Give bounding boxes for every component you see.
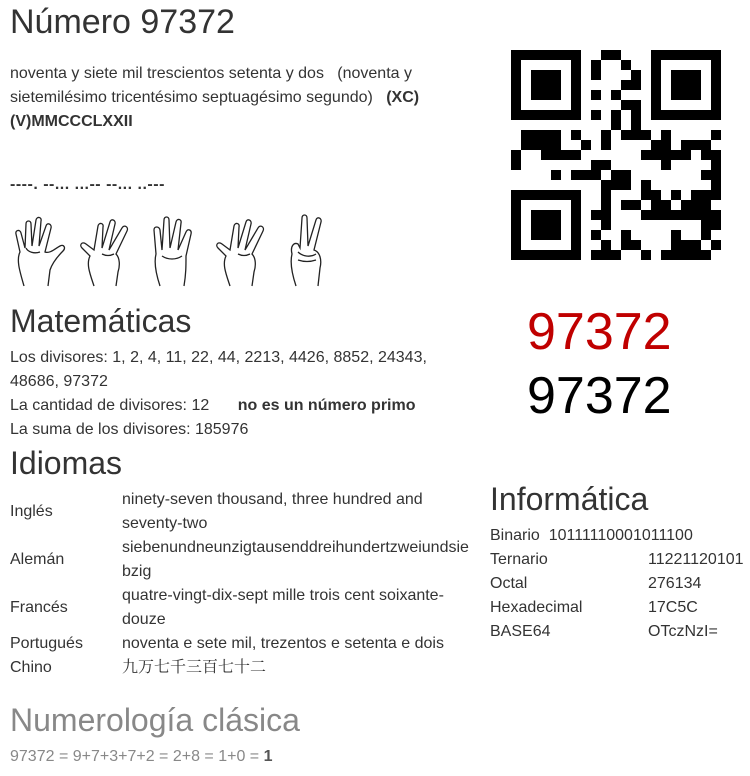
qr-module — [651, 50, 661, 60]
qr-module — [651, 100, 661, 110]
qr-module — [541, 210, 551, 220]
qr-module — [541, 70, 551, 80]
qr-module — [511, 220, 521, 230]
qr-module — [681, 50, 691, 60]
table-row — [490, 572, 744, 596]
qr-module — [701, 210, 711, 220]
qr-module — [531, 130, 541, 140]
qr-module — [651, 70, 661, 80]
table-row — [490, 620, 744, 644]
qr-module — [631, 130, 641, 140]
qr-module — [551, 210, 561, 220]
qr-module — [681, 70, 691, 80]
qr-module — [701, 230, 711, 240]
language-text: quatre-vingt-dix-sept mille trois cent soixante-douze — [122, 587, 444, 628]
qr-module — [591, 60, 601, 70]
qr-module — [631, 200, 641, 210]
qr-module — [661, 160, 671, 170]
qr-module — [711, 90, 721, 100]
qr-module — [531, 70, 541, 80]
table-row — [10, 656, 477, 680]
qr-module — [511, 200, 521, 210]
binary-value: 10111110001011100 — [548, 527, 693, 544]
qr-module — [661, 150, 671, 160]
qr-module — [541, 130, 551, 140]
qr-module — [661, 50, 671, 60]
qr-module — [691, 90, 701, 100]
qr-module — [571, 90, 581, 100]
qr-module — [661, 140, 671, 150]
qr-module — [601, 210, 611, 220]
qr-code-icon — [511, 50, 721, 260]
qr-module — [511, 70, 521, 80]
qr-module — [571, 60, 581, 70]
qr-module — [551, 90, 561, 100]
qr-module — [641, 210, 651, 220]
qr-module — [511, 150, 521, 160]
qr-module — [531, 50, 541, 60]
qr-module — [561, 250, 571, 260]
qr-module — [571, 70, 581, 80]
qr-module — [541, 190, 551, 200]
qr-module — [671, 190, 681, 200]
hand-sign-2-icon — [282, 212, 340, 290]
qr-module — [711, 150, 721, 160]
qr-module — [571, 110, 581, 120]
qr-module — [631, 110, 641, 120]
qr-module — [551, 80, 561, 90]
qr-module — [711, 220, 721, 230]
qr-module — [691, 70, 701, 80]
qr-module — [671, 210, 681, 220]
qr-module — [541, 80, 551, 90]
qr-module — [541, 140, 551, 150]
languages-table — [10, 488, 477, 680]
qr-module — [671, 250, 681, 260]
qr-module — [591, 230, 601, 240]
qr-module — [591, 90, 601, 100]
qr-module — [521, 250, 531, 260]
qr-module — [621, 60, 631, 70]
qr-module — [631, 100, 641, 110]
qr-module — [591, 110, 601, 120]
computing-section-title: Informática — [490, 481, 649, 517]
hand-sign-7-icon — [78, 212, 136, 290]
qr-module — [511, 90, 521, 100]
qr-module — [551, 110, 561, 120]
qr-module — [641, 190, 651, 200]
qr-module — [661, 250, 671, 260]
qr-module — [711, 110, 721, 120]
qr-module — [551, 170, 561, 180]
qr-module — [621, 240, 631, 250]
qr-module — [601, 130, 611, 140]
qr-module — [711, 70, 721, 80]
qr-module — [511, 100, 521, 110]
divisors-line — [10, 346, 480, 394]
qr-module — [711, 190, 721, 200]
language-name: Alemán — [10, 551, 65, 568]
qr-module — [711, 240, 721, 250]
qr-module — [671, 70, 681, 80]
qr-module — [511, 160, 521, 170]
qr-module — [551, 50, 561, 60]
ordinal-text: (noventa y sietemilésimo tricentésimo septuagésimo segundo) — [10, 65, 412, 106]
qr-module — [611, 120, 621, 130]
base-value: 11221120101 — [648, 551, 744, 568]
qr-module — [521, 110, 531, 120]
divisors-label: Los divisores: — [10, 349, 108, 366]
divisors-list: 1, 2, 4, 11, 22, 44, 2213, 4426, 8852, 24343, 48686, 97372 — [10, 349, 427, 390]
qr-module — [601, 220, 611, 230]
qr-module — [651, 200, 661, 210]
qr-module — [671, 240, 681, 250]
qr-module — [661, 110, 671, 120]
sign-language-hands — [10, 212, 340, 290]
qr-module — [711, 180, 721, 190]
numerology-section-title: Numerología clásica — [10, 702, 300, 738]
table-row — [10, 488, 477, 536]
qr-module — [701, 50, 711, 60]
qr-module — [551, 250, 561, 260]
language-text: noventa e sete mil, trezentos e setenta e dois — [122, 635, 444, 652]
qr-module — [691, 240, 701, 250]
qr-module — [651, 140, 661, 150]
qr-module — [541, 90, 551, 100]
qr-module — [531, 140, 541, 150]
qr-module — [561, 110, 571, 120]
table-row — [490, 548, 744, 572]
qr-module — [521, 140, 531, 150]
divisor-sum: 185976 — [194, 421, 249, 438]
divisor-count-label: La cantidad de divisores: — [10, 397, 187, 414]
hand-sign-9-icon — [10, 212, 68, 290]
qr-module — [711, 60, 721, 70]
qr-module — [651, 110, 661, 120]
qr-module — [661, 210, 671, 220]
qr-module — [521, 130, 531, 140]
qr-module — [681, 150, 691, 160]
languages-section-title: Idiomas — [10, 445, 123, 481]
base-value: 276134 — [648, 575, 702, 592]
binary-cell — [490, 524, 744, 548]
qr-module — [701, 170, 711, 180]
qr-module — [621, 170, 631, 180]
qr-module — [691, 80, 701, 90]
qr-module — [671, 90, 681, 100]
qr-module — [621, 200, 631, 210]
qr-module — [691, 140, 701, 150]
qr-module — [651, 190, 661, 200]
qr-module — [631, 120, 641, 130]
qr-module — [511, 190, 521, 200]
hand-sign-7b-icon — [214, 212, 272, 290]
qr-module — [611, 250, 621, 260]
base-label: Octal — [490, 575, 528, 592]
qr-module — [631, 240, 641, 250]
qr-module — [631, 70, 641, 80]
qr-module — [571, 220, 581, 230]
language-name: Portugués — [10, 635, 83, 652]
qr-module — [711, 170, 721, 180]
qr-module — [571, 50, 581, 60]
qr-module — [691, 200, 701, 210]
qr-module — [651, 150, 661, 160]
qr-module — [711, 160, 721, 170]
qr-module — [691, 50, 701, 60]
qr-module — [531, 190, 541, 200]
base-value: 17C5C — [648, 599, 698, 616]
qr-module — [621, 80, 631, 90]
qr-module — [641, 250, 651, 260]
qr-module — [551, 220, 561, 230]
qr-module — [591, 70, 601, 80]
qr-module — [601, 200, 611, 210]
base-label: BASE64 — [490, 623, 551, 640]
binary-label: Binario — [490, 527, 540, 544]
qr-module — [701, 200, 711, 210]
qr-module — [681, 90, 691, 100]
qr-module — [551, 70, 561, 80]
divisor-count-line — [10, 394, 480, 418]
qr-module — [671, 80, 681, 90]
qr-module — [581, 170, 591, 180]
qr-module — [571, 230, 581, 240]
qr-module — [571, 170, 581, 180]
qr-module — [641, 150, 651, 160]
qr-module — [571, 130, 581, 140]
language-name: Inglés — [10, 503, 53, 520]
number-words — [10, 62, 480, 134]
qr-module — [691, 110, 701, 120]
qr-module — [571, 100, 581, 110]
qr-module — [681, 240, 691, 250]
qr-module — [651, 210, 661, 220]
qr-module — [571, 190, 581, 200]
qr-module — [511, 240, 521, 250]
qr-module — [711, 100, 721, 110]
roman-numeral: (XC)(V)MMCCCLXXII — [10, 89, 420, 130]
qr-module — [621, 180, 631, 190]
base-label: Ternario — [490, 551, 548, 568]
math-section — [10, 346, 480, 442]
number-display-black: 97372 — [527, 367, 672, 425]
morse-code: ----. --... ...-- --... ..--- — [10, 176, 165, 193]
qr-module — [601, 140, 611, 150]
qr-module — [591, 250, 601, 260]
divisor-count: 12 — [191, 397, 210, 414]
qr-module — [571, 250, 581, 260]
qr-module — [511, 50, 521, 60]
qr-module — [611, 90, 621, 100]
hand-sign-3-icon — [146, 212, 204, 290]
qr-module — [511, 80, 521, 90]
qr-module — [681, 140, 691, 150]
qr-module — [531, 90, 541, 100]
qr-module — [511, 110, 521, 120]
qr-module — [591, 210, 601, 220]
table-row — [10, 632, 477, 656]
qr-module — [691, 210, 701, 220]
language-text: 九万七千三百七十二 — [122, 659, 267, 676]
qr-module — [551, 130, 561, 140]
qr-module — [621, 130, 631, 140]
qr-module — [531, 110, 541, 120]
qr-module — [571, 150, 581, 160]
qr-module — [541, 230, 551, 240]
qr-module — [661, 130, 671, 140]
qr-module — [571, 240, 581, 250]
qr-module — [561, 150, 571, 160]
qr-module — [601, 50, 611, 60]
qr-module — [611, 110, 621, 120]
base-value: OTczNzI= — [648, 623, 718, 640]
qr-module — [601, 180, 611, 190]
qr-module — [511, 250, 521, 260]
qr-module — [711, 50, 721, 60]
qr-module — [511, 210, 521, 220]
qr-module — [671, 110, 681, 120]
qr-module — [551, 230, 561, 240]
qr-module — [551, 150, 561, 160]
qr-module — [681, 250, 691, 260]
number-display-red: 97372 — [527, 303, 672, 361]
qr-module — [711, 80, 721, 90]
qr-module — [701, 110, 711, 120]
qr-module — [541, 150, 551, 160]
qr-module — [511, 60, 521, 70]
qr-module — [591, 170, 601, 180]
language-text: ninety-seven thousand, three hundred and seventy-two — [122, 491, 423, 532]
qr-module — [631, 80, 641, 90]
qr-module — [701, 140, 711, 150]
qr-module — [621, 230, 631, 240]
qr-module — [571, 210, 581, 220]
qr-module — [591, 160, 601, 170]
qr-module — [541, 50, 551, 60]
qr-module — [531, 230, 541, 240]
language-text: siebenundneunzigtausenddreihundertzweiundsiebzig — [122, 539, 469, 580]
qr-module — [681, 210, 691, 220]
qr-module — [601, 240, 611, 250]
qr-module — [701, 250, 711, 260]
qr-module — [611, 180, 621, 190]
numerology-formula: 97372 = 9+7+3+7+2 = 2+8 = 1+0 = — [10, 748, 260, 765]
qr-module — [681, 110, 691, 120]
qr-module — [681, 80, 691, 90]
qr-module — [531, 210, 541, 220]
qr-module — [651, 80, 661, 90]
divisor-sum-line — [10, 418, 480, 442]
qr-module — [601, 190, 611, 200]
qr-module — [571, 80, 581, 90]
table-row — [490, 596, 744, 620]
qr-module — [581, 140, 591, 150]
prime-status: no es un número primo — [237, 397, 416, 414]
qr-module — [561, 190, 571, 200]
qr-module — [701, 220, 711, 230]
table-row — [10, 536, 477, 584]
qr-module — [711, 210, 721, 220]
divisor-sum-label: La suma de los divisores: — [10, 421, 191, 438]
language-name: Francés — [10, 599, 68, 616]
table-row — [490, 524, 744, 548]
qr-module — [521, 190, 531, 200]
qr-module — [621, 100, 631, 110]
page-title: Número 97372 — [10, 3, 235, 41]
math-section-title: Matemáticas — [10, 303, 192, 339]
qr-module — [701, 190, 711, 200]
qr-module — [511, 230, 521, 240]
qr-module — [681, 200, 691, 210]
qr-module — [541, 220, 551, 230]
language-name: Chino — [10, 659, 52, 676]
qr-module — [541, 110, 551, 120]
qr-module — [671, 50, 681, 60]
qr-module — [691, 250, 701, 260]
qr-module — [671, 230, 681, 240]
cardinal-text: noventa y siete mil trescientos setenta y dos — [10, 65, 324, 82]
qr-module — [711, 130, 721, 140]
qr-module — [651, 90, 661, 100]
qr-module — [641, 180, 651, 190]
qr-module — [551, 140, 561, 150]
qr-module — [561, 50, 571, 60]
qr-module — [601, 160, 611, 170]
qr-module — [531, 250, 541, 260]
numerology-result: 1 — [263, 748, 273, 765]
qr-module — [521, 50, 531, 60]
qr-module — [701, 150, 711, 160]
qr-module — [601, 250, 611, 260]
qr-module — [571, 200, 581, 210]
qr-module — [671, 150, 681, 160]
numerology-line — [10, 748, 273, 766]
qr-module — [551, 190, 561, 200]
qr-module — [691, 190, 701, 200]
qr-module — [611, 170, 621, 180]
qr-module — [531, 220, 541, 230]
table-row — [10, 584, 477, 632]
qr-module — [541, 250, 551, 260]
qr-module — [661, 200, 671, 210]
qr-module — [641, 130, 651, 140]
qr-module — [651, 60, 661, 70]
computing-table — [490, 524, 744, 644]
qr-module — [531, 80, 541, 90]
base-label: Hexadecimal — [490, 599, 583, 616]
qr-module — [611, 50, 621, 60]
